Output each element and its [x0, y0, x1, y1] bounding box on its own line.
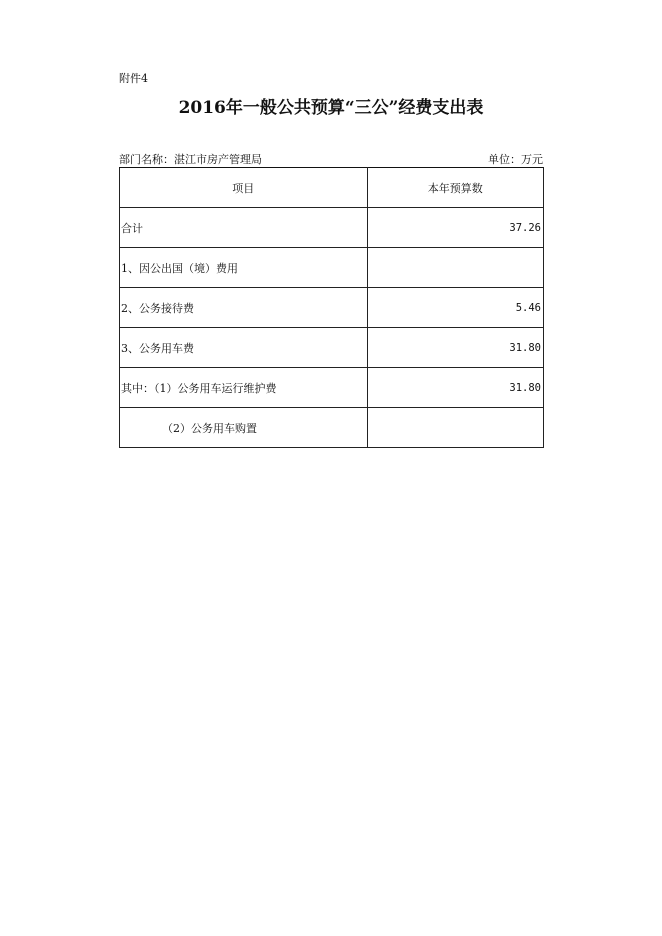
row-item-label: 1、因公出国（境）费用 [120, 248, 368, 288]
table-row-vehicle-maintenance [120, 368, 544, 408]
meta-row [119, 153, 543, 167]
row-amount [367, 408, 543, 448]
header-amount: 本年预算数 [367, 168, 543, 208]
table-header-row [120, 168, 544, 208]
row-item-label: 其中：（1）公务用车运行维护费 [120, 368, 368, 408]
table-row-total [120, 208, 544, 248]
row-amount: 31.80 [367, 368, 543, 408]
header-item: 项目 [120, 168, 368, 208]
page-title: 2016年一般公共预算“三公”经费支出表 [178, 98, 484, 118]
table-row-overseas [120, 248, 544, 288]
unit-label: 单位：万元 [488, 153, 543, 166]
row-amount: 37.26 [367, 208, 543, 248]
table-row-reception [120, 288, 544, 328]
row-amount: 5.46 [367, 288, 543, 328]
row-item-label: 2、公务接待费 [120, 288, 368, 328]
row-amount: 31.80 [367, 328, 543, 368]
row-item-label: （2）公务用车购置 [120, 408, 368, 448]
table-row-vehicle-purchase [120, 408, 544, 448]
department-name: 部门名称：湛江市房产管理局 [119, 153, 262, 166]
table-row-vehicle [120, 328, 544, 368]
attachment-label: 附件4 [119, 72, 148, 85]
row-item-label: 3、公务用车费 [120, 328, 368, 368]
row-amount [367, 248, 543, 288]
row-item-label: 合计 [120, 208, 368, 248]
budget-table [119, 167, 544, 448]
